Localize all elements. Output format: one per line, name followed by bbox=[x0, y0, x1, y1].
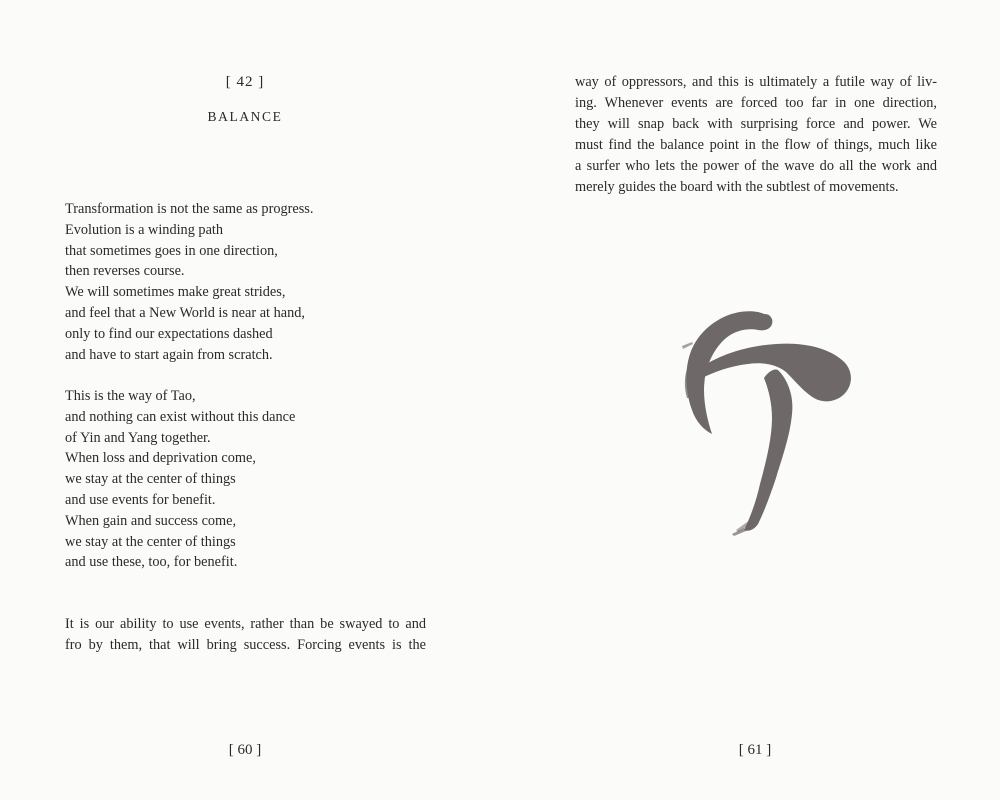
poem-line: When gain and success come, bbox=[65, 512, 237, 529]
poem-line: and feel that a New World is near at hand, bbox=[65, 304, 305, 321]
commentary-line: way of oppressors, and this is ultimately a futile way of liv- bbox=[575, 74, 937, 90]
commentary-line: It is our ability to use events, rather than be swayed to and bbox=[65, 616, 426, 632]
poem-line: and use events for benefit. bbox=[65, 491, 216, 508]
page-number: [ 61 ] bbox=[738, 742, 772, 758]
poem-line: we stay at the center of things bbox=[65, 471, 236, 488]
poem-line: This is the way of Tao, bbox=[65, 388, 196, 404]
poem-line: We will sometimes make great strides, bbox=[65, 284, 286, 301]
chapter-title: BALANCE bbox=[207, 109, 283, 124]
poem-line: then reverses course. bbox=[65, 263, 185, 280]
commentary-line: fro by them, that will bring success. Forcing events is the bbox=[65, 637, 426, 653]
poem-line: that sometimes goes in one direction, bbox=[65, 242, 278, 259]
poem-line: Evolution is a winding path bbox=[65, 221, 224, 238]
poem-line: we stay at the center of things bbox=[65, 533, 236, 550]
commentary-paragraph-start bbox=[65, 614, 426, 656]
poem-line: of Yin and Yang together. bbox=[65, 429, 211, 446]
commentary-paragraph-continued bbox=[575, 72, 937, 198]
poem-line: When loss and deprivation come, bbox=[65, 450, 256, 467]
commentary-line: must find the balance point in the flow of things, much like bbox=[575, 137, 937, 153]
poem-line: and use these, too, for benefit. bbox=[65, 554, 238, 571]
right-page bbox=[500, 0, 1000, 800]
poem-stanza-2 bbox=[65, 386, 295, 573]
commentary-line: a surfer who lets the power of the wave do all the work and bbox=[575, 158, 937, 174]
poem-line: Transformation is not the same as progress. bbox=[65, 201, 314, 217]
page-number: [ 60 ] bbox=[228, 742, 262, 758]
poem-line: and have to start again from scratch. bbox=[65, 346, 273, 363]
commentary-line: they will snap back with surprising force and power. We bbox=[575, 116, 937, 132]
poem-stanza-1 bbox=[65, 199, 313, 365]
poem-line: only to find our expectations dashed bbox=[65, 325, 273, 342]
chapter-number: [ 42 ] bbox=[225, 74, 265, 90]
calligraphy-brush-stroke-icon bbox=[678, 306, 868, 538]
commentary-line: merely guides the board with the subtlest of movements. bbox=[575, 179, 899, 195]
poem-line: and nothing can exist without this dance bbox=[65, 408, 296, 425]
commentary-line: ing. Whenever events are forced too far in one direction, bbox=[575, 95, 937, 111]
